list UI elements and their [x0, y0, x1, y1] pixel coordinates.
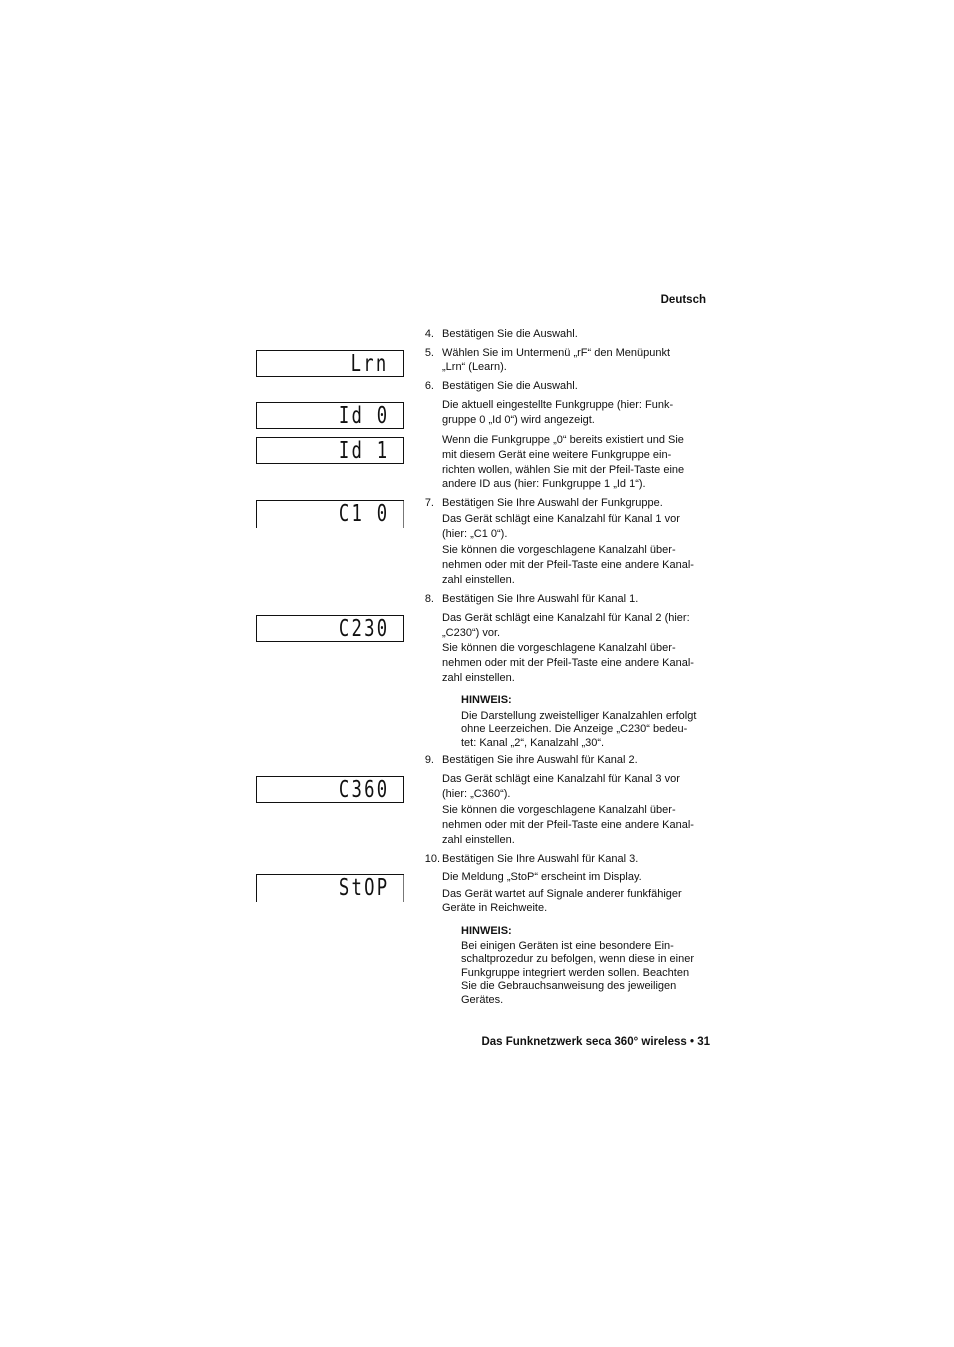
paragraph-line: „C230“) vor.: [442, 627, 501, 639]
step-text: Bestätigen Sie Ihre Auswahl für Kanal 1.: [442, 593, 639, 605]
lcd-readout: Id 0: [338, 403, 389, 429]
paragraph-line: nehmen oder mit der Pfeil-Taste eine andere Kanal-: [442, 657, 694, 669]
paragraph-line: (hier: „C360“).: [442, 788, 511, 800]
lcd-display-c230: [256, 615, 404, 642]
language-label: Deutsch: [660, 294, 706, 306]
lcd-display-id1: [256, 437, 404, 464]
paragraph-line: mit diesem Gerät eine weitere Funkgruppe ein-: [442, 449, 672, 461]
paragraph-line: gruppe 0 „Id 0“) wird angezeigt.: [442, 414, 595, 426]
lcd-readout: C230: [338, 616, 389, 642]
paragraph-line: Das Gerät schlägt eine Kanalzahl für Kanal 2 (hier:: [442, 612, 690, 624]
paragraph-line: Das Gerät wartet auf Signale anderer funkfähiger: [442, 888, 682, 900]
note-line: Bei einigen Geräten ist eine besondere Ein-: [461, 940, 674, 952]
paragraph-line: zahl einstellen.: [442, 834, 515, 846]
paragraph-line: nehmen oder mit der Pfeil-Taste eine andere Kanal-: [442, 819, 694, 831]
paragraph-line: richten wollen, wählen Sie mit der Pfeil-Taste eine: [442, 464, 685, 476]
step-text: „Lrn“ (Learn).: [442, 361, 507, 373]
paragraph-line: Sie können die vorgeschlagene Kanalzahl über-: [442, 642, 676, 654]
paragraph-line: zahl einstellen.: [442, 574, 515, 586]
lcd-display-c10: [256, 500, 404, 528]
lcd-readout: C1 0: [338, 501, 389, 527]
paragraph-line: Sie können die vorgeschlagene Kanalzahl über-: [442, 544, 676, 556]
lcd-readout: Lrn: [351, 351, 389, 377]
paragraph-line: Wenn die Funkgruppe „0“ bereits existiert und Sie: [442, 434, 684, 446]
paragraph-line: Das Gerät schlägt eine Kanalzahl für Kanal 1 vor: [442, 513, 680, 525]
note-line: schaltprozedur zu befolgen, wenn diese in einer: [461, 953, 694, 965]
lcd-display-stop: [256, 874, 404, 902]
step-number: 8.: [424, 593, 434, 605]
lcd-readout: StOP: [338, 875, 389, 901]
step-number: 5.: [424, 347, 434, 359]
step-number: 4.: [424, 328, 434, 340]
step-text: Wählen Sie im Untermenü „rF“ den Menüpunkt: [442, 347, 671, 359]
step-number: 6.: [424, 380, 434, 392]
note-line: Gerätes.: [461, 994, 504, 1006]
step-text: Bestätigen Sie ihre Auswahl für Kanal 2.: [442, 754, 638, 766]
lcd-display-id0: [256, 402, 404, 429]
step-text: Bestätigen Sie die Auswahl.: [442, 328, 578, 340]
paragraph-line: (hier: „C1 0“).: [442, 528, 508, 540]
paragraph-line: Das Gerät schlägt eine Kanalzahl für Kanal 3 vor: [442, 773, 680, 785]
note-line: Sie die Gebrauchsanweisung des jeweiligen: [461, 980, 677, 992]
lcd-readout: Id 1: [338, 438, 389, 464]
step-number: 10.: [424, 853, 440, 865]
step-number: 7.: [424, 497, 434, 509]
step-number: 9.: [424, 754, 434, 766]
note-line: ohne Leerzeichen. Die Anzeige „C230“ bedeu-: [461, 723, 688, 735]
paragraph-line: Geräte in Reichweite.: [442, 902, 548, 914]
note-line: Funkgruppe integriert werden sollen. Beachten: [461, 967, 690, 979]
paragraph-line: Sie können die vorgeschlagene Kanalzahl über-: [442, 804, 676, 816]
lcd-display-lrn: [256, 350, 404, 377]
paragraph-line: Die aktuell eingestellte Funkgruppe (hier: Funk-: [442, 399, 674, 411]
lcd-display-c360: [256, 776, 404, 803]
paragraph-line: Die Meldung „StoP“ erscheint im Display.: [442, 871, 642, 883]
note-title: HINWEIS:: [461, 925, 512, 937]
lcd-readout: C360: [338, 777, 389, 803]
step-text: Bestätigen Sie Ihre Auswahl der Funkgruppe.: [442, 497, 663, 509]
note-line: tet: Kanal „2“, Kanalzahl „30“.: [461, 737, 605, 749]
note-title: HINWEIS:: [461, 694, 512, 706]
note-line: Die Darstellung zweistelliger Kanalzahlen erfolgt: [461, 710, 697, 722]
paragraph-line: nehmen oder mit der Pfeil-Taste eine andere Kanal-: [442, 559, 694, 571]
step-text: Bestätigen Sie Ihre Auswahl für Kanal 3.: [442, 853, 639, 865]
paragraph-line: zahl einstellen.: [442, 672, 515, 684]
page-footer: Das Funknetzwerk seca 360° wireless • 31: [481, 1036, 710, 1048]
paragraph-line: andere ID aus (hier: Funkgruppe 1 „Id 1“).: [442, 478, 646, 490]
step-text: Bestätigen Sie die Auswahl.: [442, 380, 578, 392]
